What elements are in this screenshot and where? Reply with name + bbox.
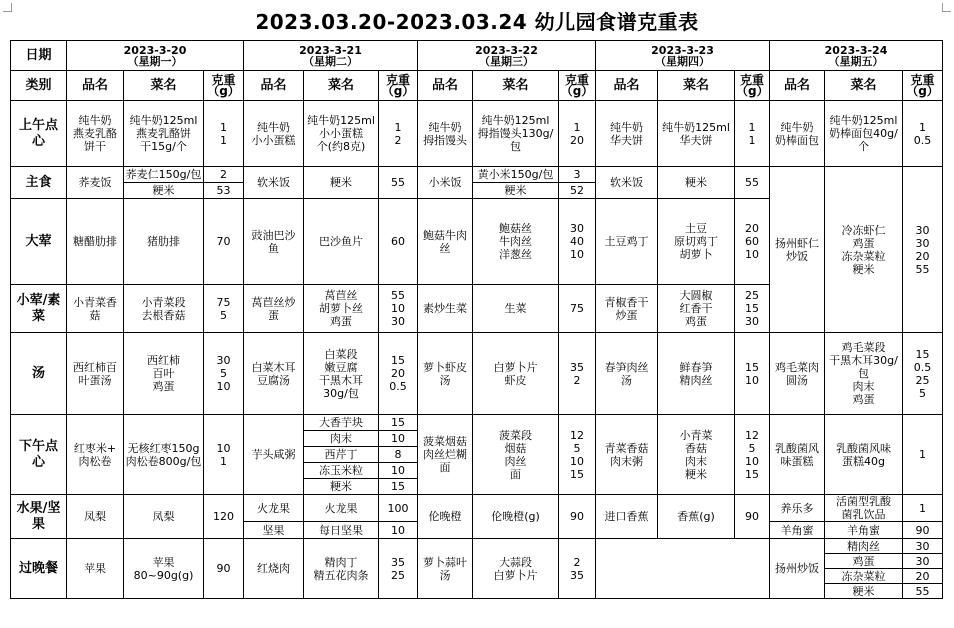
dish-name: 凤梨 (124, 495, 204, 539)
weight-value: 10 (379, 522, 418, 539)
col-caiming: 菜名 (658, 71, 735, 101)
weight-value: 12 5 10 15 (735, 415, 770, 495)
col-kezhong: 克重 （g） (735, 71, 770, 101)
category-staple: 主食 (11, 167, 67, 199)
item-name: 萝卜蒜叶 汤 (418, 539, 473, 599)
weight-value: 1 0.5 (903, 101, 943, 167)
dish-name: 火龙果 (304, 495, 379, 522)
dish-name: 西芹丁 (304, 447, 379, 463)
item-name: 素炒生菜 (418, 285, 473, 333)
column-header-row (11, 71, 943, 101)
category-label: 类别 (11, 71, 67, 101)
category-afternoon-snack: 下午点 心 (11, 415, 67, 495)
weight-value: 52 (559, 183, 596, 199)
dish-name: 大香芋块 (304, 415, 379, 431)
dish-name: 冻玉米粒 (304, 463, 379, 479)
dish-name: 菠菜段 烟菇 肉丝 面 (473, 415, 559, 495)
dish-name: 肉末 (304, 431, 379, 447)
col-pinming: 品名 (244, 71, 304, 101)
dish-name: 粳米 (124, 183, 204, 199)
weight-value: 2 (204, 167, 244, 183)
item-name: 软米饭 (596, 167, 658, 199)
dish-name: 白菜段 嫩豆腐 干黑木耳 30g/包 (304, 333, 379, 415)
dish-name: 纯牛奶125ml 奶棒面包40g/个 (825, 101, 903, 167)
dish-name: 苹果80~90g(g) (124, 539, 204, 599)
weight-value: 3 (559, 167, 596, 183)
item-name: 小米饭 (418, 167, 473, 199)
weight-value: 15 20 0.5 (379, 333, 418, 415)
dish-name: 伦晚橙(g) (473, 495, 559, 539)
day-header-wed: 2023-3-22 （星期三） (418, 41, 596, 71)
weight-value: 1 1 (204, 101, 244, 167)
dish-name: 粳米 (304, 479, 379, 495)
item-name: 鸡毛菜肉 圆汤 (770, 333, 825, 415)
row-fruit-nuts (11, 495, 943, 522)
dish-name: 生菜 (473, 285, 559, 333)
dish-name: 粳米 (473, 183, 559, 199)
category-fruit-nuts: 水果/坚 果 (11, 495, 67, 539)
col-caiming: 菜名 (473, 71, 559, 101)
weight-value: 55 (735, 167, 770, 199)
weight-value: 30 5 10 (204, 333, 244, 415)
dish-name: 香蕉(g) (658, 495, 735, 539)
weight-value: 55 (379, 167, 418, 199)
date-label: 日期 (11, 41, 67, 71)
weight-value: 75 5 (204, 285, 244, 333)
col-caiming: 菜名 (124, 71, 204, 101)
weight-value: 15 (379, 415, 418, 431)
weight-value: 35 2 (559, 333, 596, 415)
item-name: 凤梨 (67, 495, 124, 539)
weight-value: 55 10 30 (379, 285, 418, 333)
weight-value: 30 (903, 554, 943, 569)
item-name: 软米饭 (244, 167, 304, 199)
item-name: 菠菜烟菇 肉丝烂糊 面 (418, 415, 473, 495)
category-main-meat: 大荤 (11, 199, 67, 285)
dish-name: 无核红枣150g 肉松卷800g/包 (124, 415, 204, 495)
dish-name: 精肉丝 (825, 539, 903, 554)
weight-value: 10 (379, 463, 418, 479)
weight-value: 30 30 20 55 (903, 167, 943, 333)
weight-value: 90 (735, 495, 770, 539)
weight-value: 12 5 10 15 (559, 415, 596, 495)
col-kezhong: 克重 （g） (903, 71, 943, 101)
date-row (11, 41, 943, 71)
day-header-thu: 2023-3-23 （星期四） (596, 41, 770, 71)
item-name: 羊角蜜 (770, 522, 825, 539)
dish-name: 粳米 (304, 167, 379, 199)
weight-value: 60 (379, 199, 418, 285)
weight-value: 15 10 (735, 333, 770, 415)
item-name: 白菜木耳 豆腐汤 (244, 333, 304, 415)
item-name: 乳酸菌风 味蛋糕 (770, 415, 825, 495)
col-pinming: 品名 (770, 71, 825, 101)
dish-name: 粳米 (825, 584, 903, 599)
col-pinming: 品名 (596, 71, 658, 101)
dish-name: 黄小米150g/包 (473, 167, 559, 183)
dish-name: 羊角蜜 (825, 522, 903, 539)
item-name: 伦晚橙 (418, 495, 473, 539)
category-soup: 汤 (11, 333, 67, 415)
row-morning-snack (11, 101, 943, 167)
day-header-mon: 2023-3-20 （星期一） (67, 41, 244, 71)
col-kezhong: 克重 （g） (379, 71, 418, 101)
menu-weight-table (10, 40, 943, 599)
item-name: 土豆鸡丁 (596, 199, 658, 285)
item-name: 春笋肉丝 汤 (596, 333, 658, 415)
dish-name: 精肉丁 精五花肉条 (304, 539, 379, 599)
weight-value: 35 25 (379, 539, 418, 599)
item-name: 扬州虾仁 炒饭 (770, 167, 825, 333)
dish-name: 小青菜 香菇 肉末 粳米 (658, 415, 735, 495)
item-name: 红烧肉 (244, 539, 304, 599)
day-header-fri: 2023-3-24 （星期五） (770, 41, 943, 71)
col-kezhong: 克重 （g） (204, 71, 244, 101)
dish-name: 乳酸菌风味 蛋糕40g (825, 415, 903, 495)
dish-name: 荞麦仁150g/包 (124, 167, 204, 183)
page-title: 2023.03.20-2023.03.24 幼儿园食谱克重表 (255, 10, 699, 34)
weight-value: 90 (903, 522, 943, 539)
weight-value: 10 1 (204, 415, 244, 495)
item-name: 鲍菇牛肉 丝 (418, 199, 473, 285)
item-name: 纯牛奶 小小蛋糕 (244, 101, 304, 167)
dish-name: 大圆椒 红香干 鸡蛋 (658, 285, 735, 333)
col-pinming: 品名 (67, 71, 124, 101)
dish-name: 纯牛奶125ml 拇指馒头130g/包 (473, 101, 559, 167)
weight-value: 20 60 10 (735, 199, 770, 285)
dish-name: 大蒜段 白萝卜片 (473, 539, 559, 599)
weight-value: 8 (379, 447, 418, 463)
item-name: 芋头咸粥 (244, 415, 304, 495)
weight-value: 1 1 (735, 101, 770, 167)
category-morning-snack: 上午点 心 (11, 101, 67, 167)
dish-name: 鲜春笋 精肉丝 (658, 333, 735, 415)
empty-cell (596, 539, 770, 599)
weight-value: 15 0.5 25 5 (903, 333, 943, 415)
item-name: 萝卜虾皮 汤 (418, 333, 473, 415)
weight-value: 75 (559, 285, 596, 333)
item-name: 坚果 (244, 522, 304, 539)
dish-name: 西红柿 百叶 鸡蛋 (124, 333, 204, 415)
item-name: 青菜香菇 肉末粥 (596, 415, 658, 495)
item-name: 西红柿百 叶蛋汤 (67, 333, 124, 415)
weight-value: 90 (559, 495, 596, 539)
dish-name: 鲍菇丝 牛肉丝 洋葱丝 (473, 199, 559, 285)
dish-name: 巴沙鱼片 (304, 199, 379, 285)
col-pinming: 品名 (418, 71, 473, 101)
item-name: 纯牛奶 华夫饼 (596, 101, 658, 167)
dish-name: 莴苣丝 胡萝卜丝 鸡蛋 (304, 285, 379, 333)
weight-value: 1 2 (379, 101, 418, 167)
item-name: 豉油巴沙 鱼 (244, 199, 304, 285)
dish-name: 活菌型乳酸 菌乳饮品 (825, 495, 903, 522)
item-name: 火龙果 (244, 495, 304, 522)
dish-name: 鸡毛菜段 干黑木耳30g/包 肉末 鸡蛋 (825, 333, 903, 415)
dish-name: 小青菜段 去根香菇 (124, 285, 204, 333)
weight-value: 120 (204, 495, 244, 539)
category-dinner: 过晚餐 (11, 539, 67, 599)
dish-name: 冻杂菜粒 (825, 569, 903, 584)
weight-value: 30 40 10 (559, 199, 596, 285)
dish-name: 每日坚果 (304, 522, 379, 539)
row-soup (11, 333, 943, 415)
item-name: 红枣米+ 肉松卷 (67, 415, 124, 495)
dish-name: 纯牛奶125ml 小小蛋糕 个(约8克) (304, 101, 379, 167)
category-side-dish: 小荤/素 菜 (11, 285, 67, 333)
dish-name: 猪肋排 (124, 199, 204, 285)
weight-value: 1 (903, 415, 943, 495)
row-staple (11, 167, 943, 183)
dish-name: 纯牛奶125ml 燕麦乳酪饼 干15g/个 (124, 101, 204, 167)
weight-value: 70 (204, 199, 244, 285)
item-name: 纯牛奶 奶棒面包 (770, 101, 825, 167)
weight-value: 10 (379, 431, 418, 447)
dish-name: 冷冻虾仁 鸡蛋 冻杂菜粒 粳米 (825, 167, 903, 333)
weight-value: 25 15 30 (735, 285, 770, 333)
weight-value: 20 (903, 569, 943, 584)
weight-value: 55 (903, 584, 943, 599)
item-name: 莴苣丝炒 蛋 (244, 285, 304, 333)
item-name: 青椒香干 炒蛋 (596, 285, 658, 333)
item-name: 进口香蕉 (596, 495, 658, 539)
row-afternoon-snack (11, 415, 943, 431)
weight-value: 1 20 (559, 101, 596, 167)
dish-name: 粳米 (658, 167, 735, 199)
item-name: 苹果 (67, 539, 124, 599)
weight-value: 15 (379, 479, 418, 495)
day-header-tue: 2023-3-21 （星期二） (244, 41, 418, 71)
dish-name: 白萝卜片 虾皮 (473, 333, 559, 415)
weight-value: 1 (903, 495, 943, 522)
col-caiming: 菜名 (825, 71, 903, 101)
col-kezhong: 克重 （g） (559, 71, 596, 101)
weight-value: 90 (204, 539, 244, 599)
weight-value: 53 (204, 183, 244, 199)
dish-name: 纯牛奶125ml 华夫饼 (658, 101, 735, 167)
col-caiming: 菜名 (304, 71, 379, 101)
row-dinner (11, 539, 943, 554)
dish-name: 鸡蛋 (825, 554, 903, 569)
item-name: 荞麦饭 (67, 167, 124, 199)
item-name: 养乐多 (770, 495, 825, 522)
dish-name: 土豆 原切鸡丁 胡萝卜 (658, 199, 735, 285)
weight-value: 30 (903, 539, 943, 554)
weight-value: 2 35 (559, 539, 596, 599)
item-name: 小青菜香 菇 (67, 285, 124, 333)
item-name: 糖醋肋排 (67, 199, 124, 285)
weight-value: 100 (379, 495, 418, 522)
item-name: 纯牛奶 拇指馒头 (418, 101, 473, 167)
item-name: 扬州炒饭 (770, 539, 825, 599)
item-name: 纯牛奶 燕麦乳酪 饼干 (67, 101, 124, 167)
